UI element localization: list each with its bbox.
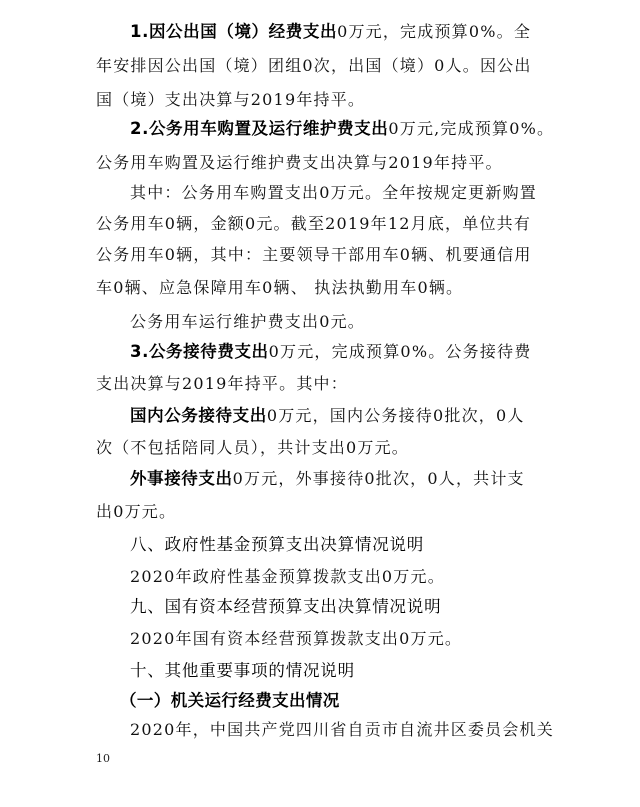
text-line: 公务用车购置及运行维护费支出决算与2019年持平。	[96, 153, 503, 172]
foreign-reception-text: 0万元，外事接待0批次，0人，共计支	[232, 469, 525, 488]
domestic-reception-lead: 国内公务接待支出	[130, 406, 267, 425]
travel-abroad-text: 0万元，完成预算0%。全	[337, 22, 532, 41]
vehicle-expense-lead: 2.公务用车购置及运行维护费支出	[130, 119, 389, 138]
text-line: 2020年，中国共产党四川省自贡市自流井区委员会机关	[130, 720, 554, 739]
section-heading-9: 九、国有资本经营预算支出决算情况说明	[130, 597, 442, 616]
text-line: 出0万元。	[96, 502, 177, 521]
text-line: 其中：公务用车购置支出0万元。全年按规定更新购置	[130, 183, 537, 202]
text-line: 国（境）支出决算与2019年持平。	[96, 90, 366, 109]
paragraph-vehicle-expense	[130, 118, 554, 140]
reception-expense-text: 0万元，完成预算0%。公务接待费	[268, 342, 532, 361]
page-number: 10	[96, 752, 110, 765]
paragraph-reception-expense	[130, 341, 531, 363]
reception-expense-lead: 3.公务接待费支出	[130, 342, 269, 361]
text-line: 2020年政府性基金预算拨款支出0万元。	[130, 567, 445, 586]
text-line: 2020年国有资本经营预算拨款支出0万元。	[130, 629, 463, 648]
section-heading-10: 十、其他重要事项的情况说明	[130, 661, 355, 680]
domestic-reception-text: 0万元，国内公务接待0批次，0人	[266, 406, 525, 425]
foreign-reception-lead: 外事接待支出	[130, 469, 233, 488]
text-line: 年安排因公出国（境）团组0次，出国（境）0人。因公出	[96, 56, 532, 75]
text-line: 公务用车0辆，其中：主要领导干部用车0辆、机要通信用	[96, 245, 532, 264]
section-heading-8: 八、政府性基金预算支出决算情况说明	[130, 535, 425, 554]
subsection-heading-1: （一）机关运行经费支出情况	[120, 691, 340, 710]
text-line: 次（不包括陪同人员），共计支出0万元。	[96, 438, 409, 457]
text-line: 车0辆、应急保障用车0辆、 执法执勤用车0辆。	[96, 278, 464, 297]
text-line: 公务用车运行维护费支出0元。	[130, 312, 365, 331]
paragraph-domestic-reception	[130, 405, 525, 427]
text-line: 支出决算与2019年持平。其中：	[96, 374, 348, 393]
vehicle-expense-text: 0万元,完成预算0%。	[388, 119, 555, 138]
paragraph-foreign-reception	[130, 468, 525, 490]
text-line: 公务用车0辆，金额0元。截至2019年12月底，单位共有	[96, 214, 532, 233]
travel-abroad-lead: 1.因公出国（境）经费支出	[130, 22, 338, 41]
paragraph-travel-abroad	[130, 21, 531, 43]
